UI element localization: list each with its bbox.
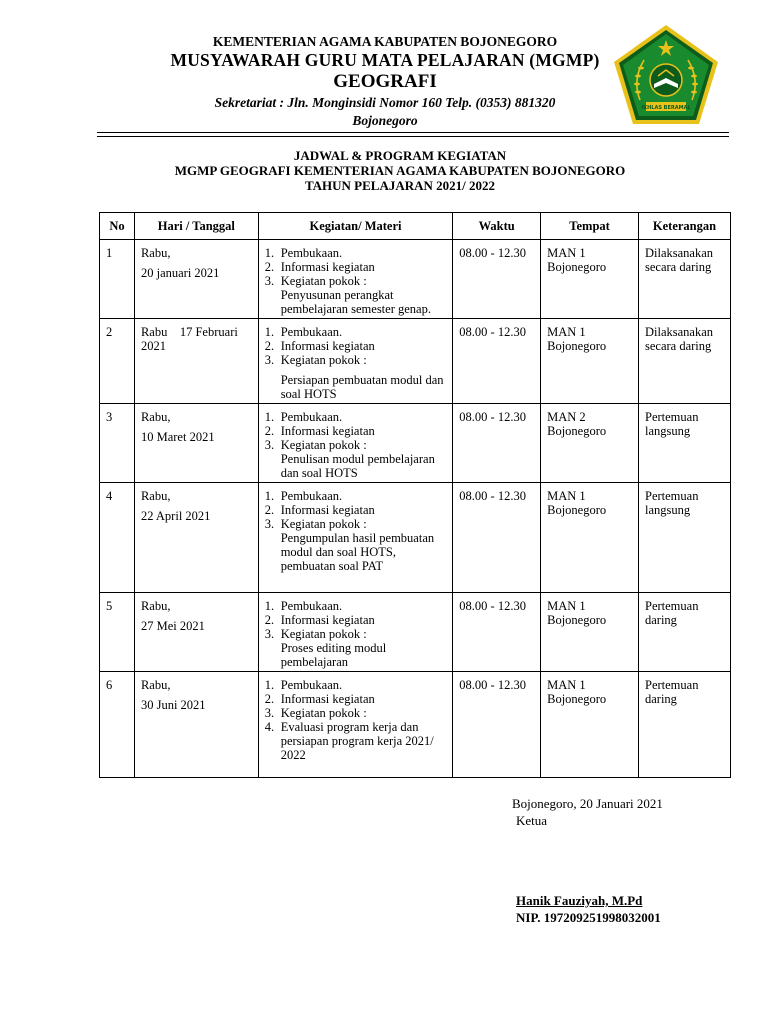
cell-day: Rabu 17 Februari 2021 xyxy=(140,325,241,353)
letterhead xyxy=(0,0,768,140)
cell-no: 4 xyxy=(100,483,135,593)
cell-no: 6 xyxy=(100,672,135,778)
list-item: 3. Kegiatan pokok : xyxy=(264,353,367,367)
cell-no: 2 xyxy=(100,319,135,404)
letterhead-organization: MUSYAWARAH GURU MATA PELAJARAN (MGMP) xyxy=(170,50,600,70)
list-item: 1. Pembukaan. xyxy=(264,599,343,613)
cell-tempat: MAN 1 Bojonegoro xyxy=(541,672,639,778)
cell-tempat: MAN 1 Bojonegoro xyxy=(541,240,639,319)
ministry-logo-icon xyxy=(610,22,722,128)
list-item: 1. Pembukaan. xyxy=(264,678,343,692)
list-item: 1. Pembukaan. xyxy=(264,325,343,339)
cell-no: 3 xyxy=(100,404,135,483)
cell-keterangan: Pertemuan langsung xyxy=(639,483,731,593)
cell-keterangan: Pertemuan langsung xyxy=(639,404,731,483)
svg-text:IKHLAS BERAMAL: IKHLAS BERAMAL xyxy=(641,105,691,111)
list-item: 2. Informasi kegiatan xyxy=(264,503,375,517)
cell-date: 30 Juni 2021 xyxy=(140,698,206,712)
cell-tempat: MAN 1 Bojonegoro xyxy=(541,483,639,593)
cell-tempat: MAN 1 Bojonegoro xyxy=(541,593,639,672)
list-item: 3. Kegiatan pokok : xyxy=(264,274,367,288)
cell-day: Rabu, xyxy=(140,246,171,260)
cell-date: 10 Maret 2021 xyxy=(140,430,215,444)
table-row xyxy=(100,483,731,593)
cell-keterangan: Pertemuan daring xyxy=(639,672,731,778)
cell-day: Rabu, xyxy=(140,678,171,692)
cell-kegiatan xyxy=(258,483,453,593)
cell-hari xyxy=(134,404,258,483)
list-item: 2. Informasi kegiatan xyxy=(264,424,375,438)
cell-keterangan: Dilaksanakan secara daring xyxy=(639,240,731,319)
cell-waktu: 08.00 - 12.30 xyxy=(453,483,541,593)
cell-kegiatan xyxy=(258,404,453,483)
letterhead-city: Bojonegoro xyxy=(352,113,418,128)
cell-date: 20 januari 2021 xyxy=(140,266,220,280)
cell-kegiatan xyxy=(258,672,453,778)
signature-role: Ketua xyxy=(516,813,548,828)
cell-hari xyxy=(134,593,258,672)
cell-keterangan: Dilaksanakan secara daring xyxy=(639,319,731,404)
list-item-detail: Persiapan pembuatan modul dan soal HOTS xyxy=(280,373,444,401)
cell-waktu: 08.00 - 12.30 xyxy=(453,404,541,483)
cell-kegiatan xyxy=(258,319,453,404)
cell-no: 1 xyxy=(100,240,135,319)
cell-date: 22 April 2021 xyxy=(140,509,211,523)
header-hari: Hari / Tanggal xyxy=(134,213,258,240)
cell-hari xyxy=(134,672,258,778)
cell-keterangan: Pertemuan daring xyxy=(639,593,731,672)
list-item-detail: Pengumpulan hasil pembuatan modul dan soal HOTS, pembuatan soal PAT xyxy=(280,531,435,573)
cell-tempat: MAN 2 Bojonegoro xyxy=(541,404,639,483)
cell-day: Rabu, xyxy=(140,489,171,503)
list-item: 1. Pembukaan. xyxy=(264,410,343,424)
table-row xyxy=(100,672,731,778)
cell-hari xyxy=(134,319,258,404)
header-kegiatan: Kegiatan/ Materi xyxy=(258,213,453,240)
list-item-detail: Penyusunan perangkat pembelajaran semester genap. xyxy=(280,288,431,316)
list-item-detail: Penulisan modul pembelajaran dan soal HOTS xyxy=(280,452,435,480)
cell-kegiatan xyxy=(258,240,453,319)
table-row xyxy=(100,593,731,672)
letterhead-subject: GEOGRAFI xyxy=(333,71,437,92)
list-item: 2. Informasi kegiatan xyxy=(264,692,375,706)
list-item: 2. Informasi kegiatan xyxy=(264,613,375,627)
document-title xyxy=(100,148,700,193)
cell-waktu: 08.00 - 12.30 xyxy=(453,319,541,404)
header-tempat: Tempat xyxy=(541,213,639,240)
list-item: 3. Kegiatan pokok : xyxy=(264,517,367,531)
list-item: 3. Kegiatan pokok : xyxy=(264,438,367,452)
cell-hari xyxy=(134,483,258,593)
list-item: 1. Pembukaan. xyxy=(264,489,343,503)
list-item: 2. Informasi kegiatan xyxy=(264,339,375,353)
title-line-1: JADWAL & PROGRAM KEGIATAN xyxy=(293,148,507,163)
letterhead-ministry: KEMENTERIAN AGAMA KABUPATEN BOJONEGORO xyxy=(212,34,558,49)
header-keterangan: Keterangan xyxy=(639,213,731,240)
cell-tempat: MAN 1 Bojonegoro xyxy=(541,319,639,404)
signature-name: Hanik Fauziyah, M.Pd xyxy=(516,893,643,908)
table-row xyxy=(100,404,731,483)
cell-waktu: 08.00 - 12.30 xyxy=(453,240,541,319)
cell-day: Rabu, xyxy=(140,410,171,424)
cell-kegiatan xyxy=(258,593,453,672)
cell-waktu: 08.00 - 12.30 xyxy=(453,672,541,778)
cell-hari xyxy=(134,240,258,319)
cell-no: 5 xyxy=(100,593,135,672)
cell-date: 27 Mei 2021 xyxy=(140,619,205,633)
table-header-row xyxy=(100,213,731,240)
header-no: No xyxy=(100,213,135,240)
list-item: 1. Pembukaan. xyxy=(264,246,343,260)
list-item-detail: Proses editing modul pembelajaran xyxy=(280,641,387,669)
title-line-2: MGMP GEOGRAFI KEMENTERIAN AGAMA KABUPATEN BOJONEGORO xyxy=(174,163,626,178)
list-item: 3. Kegiatan pokok : xyxy=(264,706,367,720)
list-item: 2. Informasi kegiatan xyxy=(264,260,375,274)
schedule-table xyxy=(99,212,731,778)
cell-day: Rabu, xyxy=(140,599,171,613)
cell-waktu: 08.00 - 12.30 xyxy=(453,593,541,672)
letterhead-rule-top xyxy=(97,132,729,133)
list-item: 3. Kegiatan pokok : xyxy=(264,627,367,641)
letterhead-address: Sekretariat : Jln. Monginsidi Nomor 160 Telp. (0353) 881320 xyxy=(214,95,556,110)
signature-nip: NIP. 197209251998032001 xyxy=(516,910,661,925)
letterhead-rule-bottom xyxy=(97,136,729,137)
signature-place-date: Bojonegoro, 20 Januari 2021 xyxy=(512,796,663,811)
header-waktu: Waktu xyxy=(453,213,541,240)
title-line-3: TAHUN PELAJARAN 2021/ 2022 xyxy=(304,178,496,193)
table-row xyxy=(100,240,731,319)
list-item: 4. Evaluasi program kerja dan persiapan program kerja 2021/ 2022 xyxy=(264,720,434,762)
table-row xyxy=(100,319,731,404)
